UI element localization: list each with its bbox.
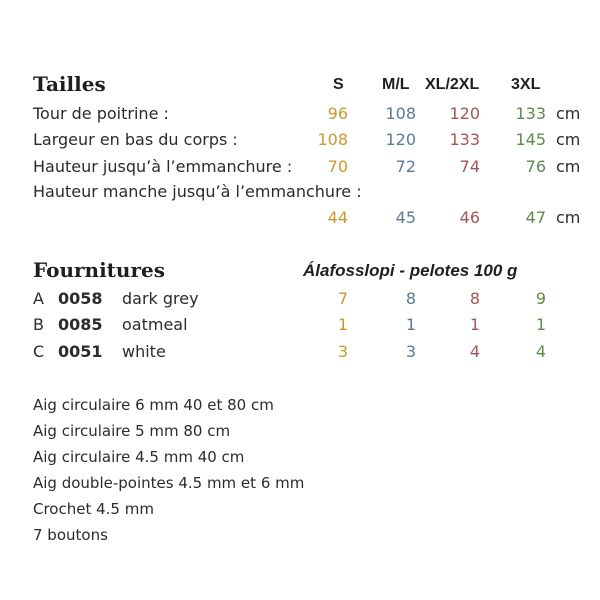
supply-qty-3xl: 1 xyxy=(535,315,546,334)
supply-code: 0051 xyxy=(58,342,103,361)
material-item: Aig circulaire 4.5 mm 40 cm xyxy=(33,448,245,466)
material-item: Aig circulaire 5 mm 80 cm xyxy=(33,422,231,440)
size-value-3xl: 133 xyxy=(515,104,546,123)
size-value-ml: 72 xyxy=(395,157,416,176)
yarn-title: Álafosslopi - pelotes 100 g xyxy=(303,261,518,280)
col-header-3xl: 3XL xyxy=(511,76,541,93)
supply-qty-s: 3 xyxy=(337,342,348,361)
supply-color-name: oatmeal xyxy=(122,315,188,334)
supply-letter: B xyxy=(33,315,44,334)
size-value-s: 108 xyxy=(317,130,348,149)
sizes-heading: Tailles xyxy=(33,72,106,96)
supply-color-name: dark grey xyxy=(122,289,199,308)
supply-qty-ml: 3 xyxy=(405,342,416,361)
size-value-s: 96 xyxy=(327,104,348,123)
size-value-3xl: 145 xyxy=(515,130,546,149)
size-value-xl2xl: 46 xyxy=(459,208,480,227)
col-header-xl2xl: XL/2XL xyxy=(425,76,480,93)
supplies-heading: Fournitures xyxy=(33,258,165,282)
size-value-3xl: 47 xyxy=(525,208,546,227)
supply-code: 0085 xyxy=(58,315,103,334)
material-item: Crochet 4.5 mm xyxy=(33,500,154,518)
supply-qty-xl2xl: 1 xyxy=(469,315,480,334)
size-value-xl2xl: 74 xyxy=(459,157,480,176)
supply-qty-ml: 1 xyxy=(405,315,416,334)
material-item: 7 boutons xyxy=(33,526,108,544)
size-unit: cm xyxy=(556,104,581,123)
size-value-3xl: 76 xyxy=(525,157,546,176)
size-value-xl2xl: 120 xyxy=(449,104,480,123)
material-item: Aig circulaire 6 mm 40 et 80 cm xyxy=(33,396,274,414)
supply-code: 0058 xyxy=(58,289,103,308)
supply-qty-ml: 8 xyxy=(405,289,416,308)
supply-letter: C xyxy=(33,342,45,361)
size-row-label: Largeur en bas du corps : xyxy=(33,130,238,149)
size-row-label: Hauteur manche jusqu’à l’emmanchure : xyxy=(33,182,362,201)
size-unit: cm xyxy=(556,157,581,176)
col-header-ml: M/L xyxy=(382,76,410,93)
supply-qty-s: 1 xyxy=(337,315,348,334)
size-value-s: 44 xyxy=(327,208,348,227)
supply-qty-xl2xl: 4 xyxy=(469,342,480,361)
supply-letter: A xyxy=(33,289,44,308)
size-unit: cm xyxy=(556,208,581,227)
size-unit: cm xyxy=(556,130,581,149)
supply-color-name: white xyxy=(122,342,166,361)
size-value-ml: 108 xyxy=(385,104,416,123)
supply-qty-3xl: 9 xyxy=(535,289,546,308)
size-value-ml: 120 xyxy=(385,130,416,149)
size-value-xl2xl: 133 xyxy=(449,130,480,149)
size-value-ml: 45 xyxy=(395,208,416,227)
size-value-s: 70 xyxy=(327,157,348,176)
supply-qty-3xl: 4 xyxy=(535,342,546,361)
supply-qty-s: 7 xyxy=(337,289,348,308)
supply-qty-xl2xl: 8 xyxy=(469,289,480,308)
col-header-s: S xyxy=(333,76,344,93)
material-item: Aig double-pointes 4.5 mm et 6 mm xyxy=(33,474,305,492)
size-row-label: Hauteur jusqu’à l’emmanchure : xyxy=(33,157,293,176)
size-row-label: Tour de poitrine : xyxy=(33,104,169,123)
